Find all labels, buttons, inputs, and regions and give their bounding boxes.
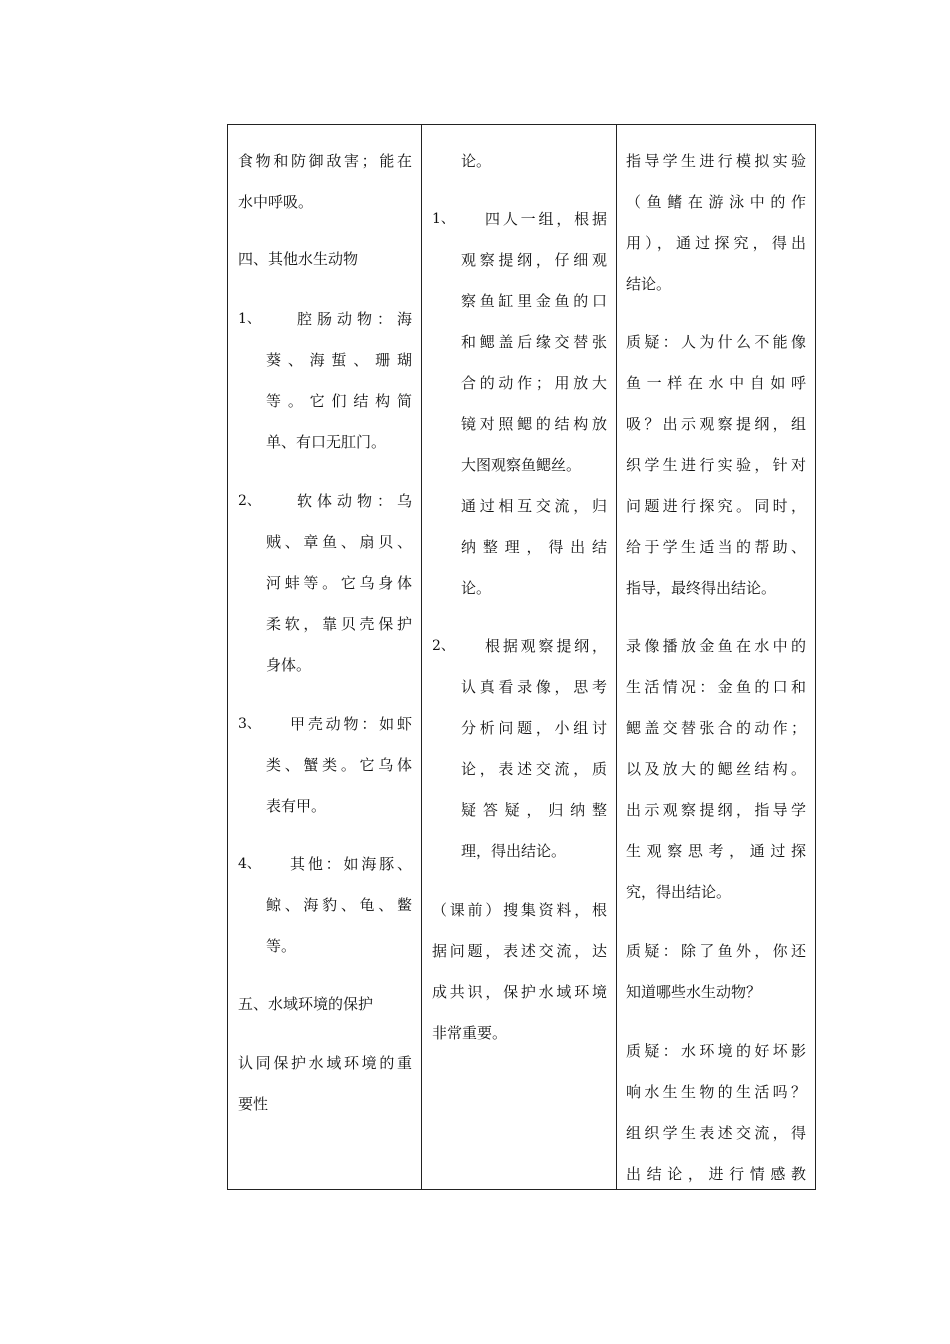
text-line: 究，得出结论。 (626, 883, 732, 901)
text-line: 论。 (461, 579, 492, 597)
text-line: 观察提纲，仔细观 (461, 251, 607, 269)
text-line: 论，表述交流，质 (461, 760, 607, 778)
text-line: 生活情况：金鱼的口和 (626, 678, 806, 696)
text-line: （鱼鳍在游泳中的作 (626, 193, 806, 211)
text-line: 合的动作；用放大 (461, 374, 607, 392)
content-column (228, 125, 422, 1189)
text-line: 认同保护水域环境的重 (238, 1054, 412, 1072)
list-number: 3、 (238, 716, 261, 732)
text-line: 生观察思考，通过探 (626, 842, 806, 860)
text-line: 柔软，靠贝壳保护 (266, 615, 412, 633)
text-line: 据问题，表述交流，达 (432, 942, 607, 960)
text-line: 指导，最终得出结论。 (626, 579, 777, 597)
text-line: 其他：如海豚、 (290, 855, 412, 873)
text-line: 认真看录像，思考 (461, 678, 607, 696)
text-line: 理，得出结论。 (461, 842, 567, 860)
text-line: 鳃盖交替张合的动作； (626, 719, 806, 737)
text-line: 等。 (266, 937, 297, 955)
text-line: 软体动物：乌 (297, 492, 412, 510)
text-line: 以及放大的鳃丝结构。 (626, 760, 806, 778)
text-line: 甲壳动物：如虾 (290, 715, 412, 733)
text-line: 身体。 (266, 656, 312, 674)
text-line: 四人一组，根据 (485, 210, 607, 228)
text-line: 质疑：人为什么不能像 (626, 333, 806, 351)
text-line: 察鱼缸里金鱼的口 (461, 292, 607, 310)
text-line: 疑答疑，归纳整 (461, 801, 607, 819)
text-line: 纳整理，得出结 (461, 538, 607, 556)
text-line: 类、蟹类。它乌体 (266, 756, 412, 774)
text-line: 河蚌等。它乌身体 (266, 574, 412, 592)
text-line: 贼、章鱼、扇贝、 (266, 533, 412, 551)
text-line: 鲸、海豹、龟、鳖 (266, 896, 412, 914)
text-line: 组织学生表述交流，得 (626, 1124, 806, 1142)
text-line: 质疑：水环境的好坏影 (626, 1042, 806, 1060)
text-line: 成共识，保护水域环境 (432, 983, 607, 1001)
text-line: 问题进行探究。同时， (626, 497, 806, 515)
list-number: 1、 (432, 211, 455, 227)
text-line: 等。它们结构简 (266, 392, 412, 410)
text-line: 鱼一样在水中自如呼 (626, 374, 806, 392)
text-line: 通过相互交流，归 (461, 497, 607, 515)
text-line: 知道哪些水生动物？ (626, 983, 762, 1001)
text-line: 质疑：除了鱼外，你还 (626, 942, 806, 960)
text-line: 结论。 (626, 275, 672, 293)
text-line: 出结论，进行情感教 (626, 1165, 806, 1183)
student-activity-column (422, 125, 617, 1189)
text-line: 镜对照鳃的结构放 (461, 415, 607, 433)
lesson-table (227, 124, 816, 1190)
text-line: 用），通过探究，得出 (626, 234, 806, 252)
list-number: 1、 (238, 311, 261, 327)
text-line: 响水生生物的生活吗？ (626, 1083, 806, 1101)
text-line: 食物和防御敌害；能在 (238, 152, 412, 170)
text-line: 分析问题，小组讨 (461, 719, 607, 737)
text-line: 给于学生适当的帮助、 (626, 538, 806, 556)
text-line: 录像播放金鱼在水中的 (626, 637, 806, 655)
list-number: 4、 (238, 856, 261, 872)
teacher-activity-column (617, 125, 815, 1189)
section-heading: 四、其他水生动物 (238, 250, 359, 268)
text-line: 和鳃盖后缘交替张 (461, 333, 607, 351)
text-line: 大图观察鱼鳃丝。 (461, 456, 582, 474)
list-number: 2、 (238, 493, 261, 509)
text-line: （课前）搜集资料，根 (432, 901, 607, 919)
text-line: 根据观察提纲， (485, 637, 607, 655)
text-line: 吸？出示观察提纲，组 (626, 415, 806, 433)
section-heading: 五、水域环境的保护 (238, 995, 374, 1013)
text-line: 单、有口无肛门。 (266, 433, 387, 451)
text-line: 论。 (461, 152, 492, 170)
text-line: 要性 (238, 1095, 269, 1113)
text-line: 腔肠动物：海 (297, 310, 412, 328)
text-line: 葵、海蜇、珊瑚 (266, 351, 412, 369)
text-line: 水中呼吸。 (238, 193, 314, 211)
text-line: 出示观察提纲，指导学 (626, 801, 806, 819)
text-line: 织学生进行实验，针对 (626, 456, 806, 474)
list-number: 2、 (432, 638, 455, 654)
text-line: 表有甲。 (266, 797, 327, 815)
text-line: 指导学生进行模拟实验 (626, 152, 806, 170)
text-line: 非常重要。 (432, 1024, 508, 1042)
